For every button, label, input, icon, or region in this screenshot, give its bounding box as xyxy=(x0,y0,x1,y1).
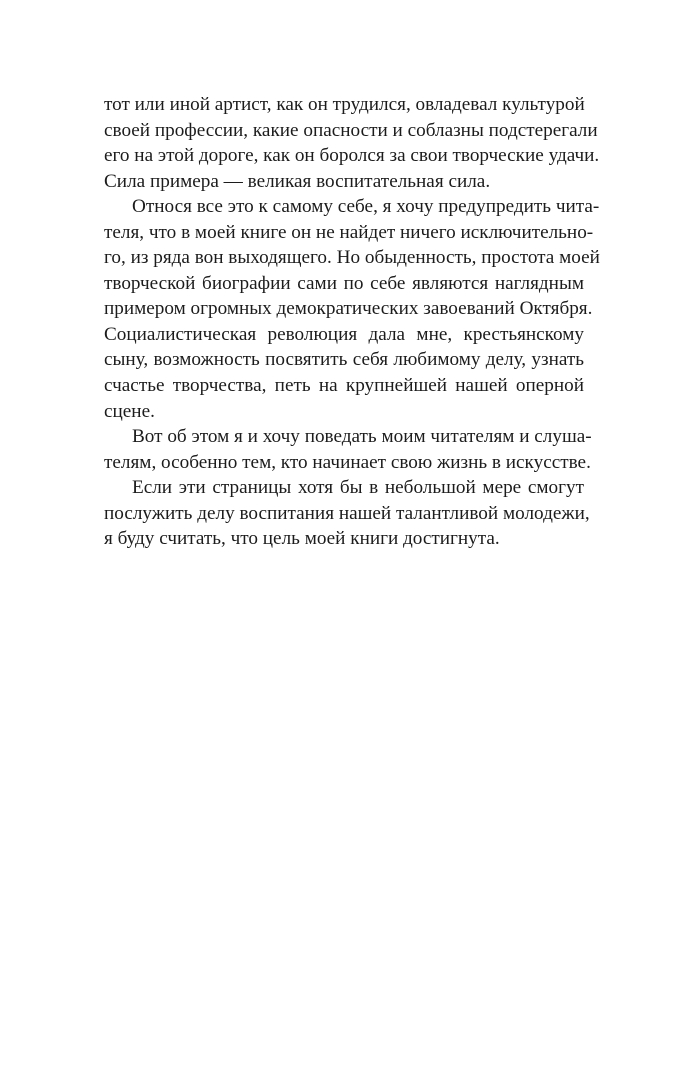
text-line: Относя все это к самому себе, я хочу предупредить чита- xyxy=(132,196,600,218)
text-line: счастье творчества, петь на крупнейшей нашей оперной xyxy=(104,375,584,397)
text-line: я буду считать, что цель моей книги достигнута. xyxy=(104,528,500,550)
paragraph-3 xyxy=(104,424,592,475)
paragraph-4 xyxy=(104,475,590,552)
text-line: примером огромных демократических завоеваний Октября. xyxy=(104,298,593,320)
text-line: творческой биографии сами по себе являются наглядным xyxy=(104,272,584,294)
text-line: его на этой дороге, как он боролся за свои творческие удачи. xyxy=(104,145,600,167)
text-line: Если эти страницы хотя бы в небольшой мере смогут xyxy=(132,477,584,499)
text-line: сыну, возможность посвятить себя любимому делу, узнать xyxy=(104,349,584,371)
text-line: Вот об этом я и хочу поведать моим читателям и слуша- xyxy=(132,426,592,448)
text-line: го, из ряда вон выходящего. Но обыденность, простота моей xyxy=(104,247,600,269)
text-line: телям, особенно тем, кто начинает свою жизнь в искусстве. xyxy=(104,451,591,473)
page-text xyxy=(104,92,600,552)
text-line: теля, что в моей книге он не найдет ничего исключительно- xyxy=(104,221,594,243)
text-line: своей профессии, какие опасности и соблазны подстерегали xyxy=(104,119,598,141)
paragraph-2 xyxy=(104,194,600,424)
text-line: Социалистическая революция дала мне, крестьянскому xyxy=(104,323,584,345)
paragraph-1 xyxy=(104,92,600,194)
text-line: послужить делу воспитания нашей талантливой молодежи, xyxy=(104,502,590,524)
text-line: Сила примера — великая воспитательная сила. xyxy=(104,170,491,192)
text-line: сцене. xyxy=(104,400,155,422)
text-line: тот или иной артист, как он трудился, овладевал культурой xyxy=(104,94,585,115)
